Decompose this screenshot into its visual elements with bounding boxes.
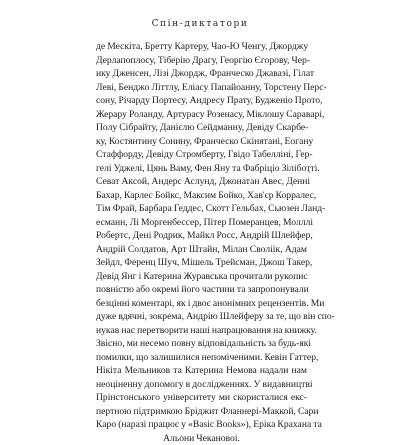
text-line: Робертс, Дені Родрик, Майкл Росс, Андрій Шлейфер, bbox=[96, 229, 307, 243]
acknowledgements-paragraph bbox=[96, 40, 307, 445]
text-line: Жерару Роланду, Артурасу Розенасу, Міклошу Сараварі, bbox=[96, 108, 307, 122]
text-line: гелі Уджелі, Цянь Ваму, Фен Яну та Фабріціо Зілібоҭті. bbox=[96, 162, 307, 176]
text-line: Альони Чекановоі. bbox=[96, 432, 307, 445]
text-line: Тім Фрай, Барбара Геддес, Скотт Гельбах, Сьюзен Ланд- bbox=[96, 202, 307, 216]
text-line: Прінстонського університету ми скористалися екс- bbox=[96, 391, 307, 405]
running-head: Спін-диктатори bbox=[0, 19, 400, 29]
text-line: Андрій Солдатов, Арт Штайн, Мілан Своліік, Адам bbox=[96, 243, 307, 257]
text-line: Бахар, Карлес Бойкс, Максим Бойко, Хав'єр Корралес, bbox=[96, 189, 307, 203]
text-line: сону, Річарду Портесу, Андресу Прату, Будженіо Прото, bbox=[96, 94, 307, 108]
text-line: безцінні коментарі, як і двоє анонімних рецензентів. Ми bbox=[96, 297, 307, 311]
text-line: ику Дженсен, Лізі Джордж, Франческо Джавазі, Гілат bbox=[96, 67, 307, 81]
text-line: помилки, що залишилися непоміченими. Кевін Гаттер, bbox=[96, 351, 307, 365]
text-line: повністю або окремі його частини та запропонували bbox=[96, 283, 307, 297]
text-line: пертною підтримкою Бріджит Фланнері-Маккой, Сари bbox=[96, 405, 307, 419]
text-line: Девід Янг і Катерина Журавська прочитали рукопис bbox=[96, 270, 307, 284]
text-line: есманн, Лі Моргенбессер, Пітер Померанцев, Молллі bbox=[96, 216, 307, 230]
text-line: Полу Сібрайту, Данієлю Сейдманну, Девіду Скарбе- bbox=[96, 121, 307, 135]
text-line: дуже вдячні, зокрема, Андрію Шлейферу за те, що він спо- bbox=[96, 310, 307, 324]
text-line: Дерлапоплосу, Тіберію Драгу, Георгію Єгорову, Чер- bbox=[96, 54, 307, 68]
text-line: Севат Аксой, Андерс Аслунд, Джонатан Авес, Денні bbox=[96, 175, 307, 189]
text-line: Стаффорду, Девіду Стромберту, Гвідо Табелліні, Гер- bbox=[96, 148, 307, 162]
text-line: Леві, Бенджо Літтлу, Еліасу Папайоанну, Торстену Перс- bbox=[96, 81, 307, 95]
text-line: ку, Костянтину Сонину, Франческо Скінятані, Еогану bbox=[96, 135, 307, 149]
text-line: Зейдл, Ференц Шуч, Мішель Трейсман, Джош Такер, bbox=[96, 256, 307, 270]
text-line: неоціненну допомогу в дослідженнях. У видавництві bbox=[96, 378, 307, 392]
text-line: де Мескіта, Бретту Картеру, Чао-Ю Ченгу, Джорджу bbox=[96, 40, 307, 54]
text-line: нукав нас перетворити наші напрацювання на книжку. bbox=[96, 324, 307, 338]
text-line: Нікіта Мельников та Катерина Немова надали нам bbox=[96, 364, 307, 378]
text-line: Звісно, ми несемо повну відповідальність за будь-які bbox=[96, 337, 307, 351]
text-line: Каро (наразі працює у «Basic Books»), Еріка Крахана та bbox=[96, 418, 307, 432]
